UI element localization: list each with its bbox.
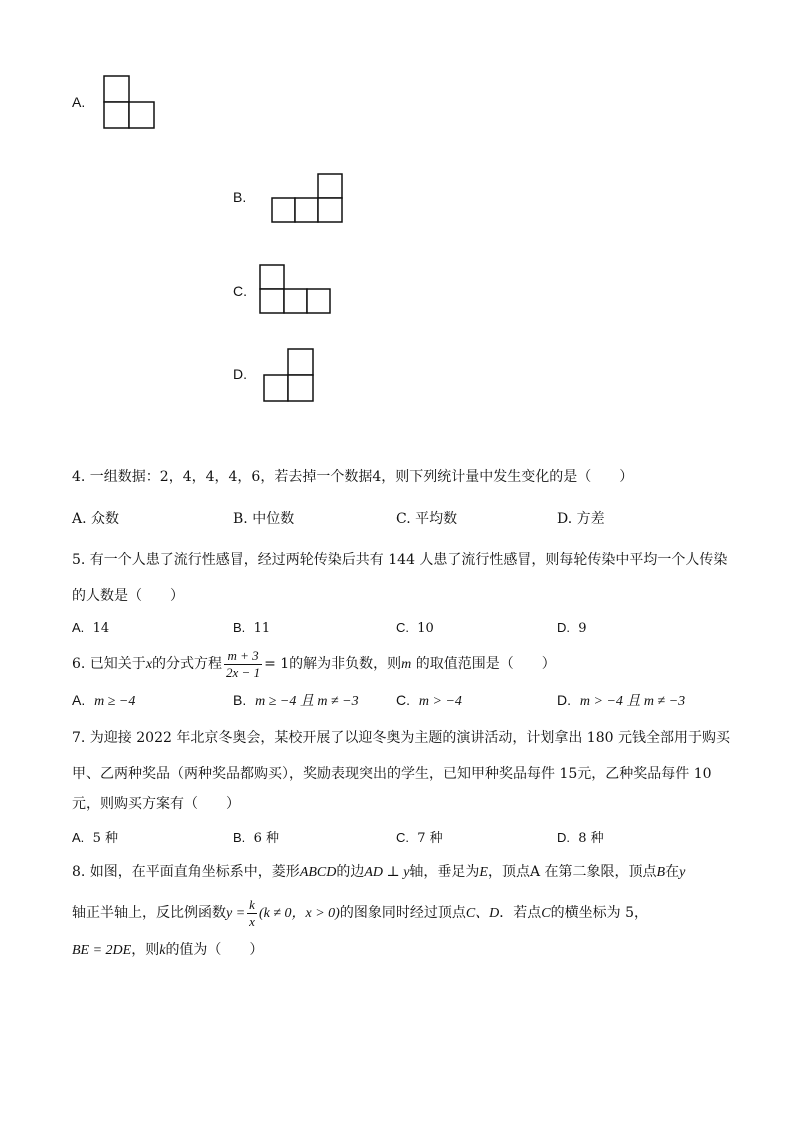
q8-condition: (k ≠ 0，x > 0) [258, 906, 340, 921]
q4-option-d: D. 方差 [557, 511, 605, 527]
q6-option-b-expr: m ≥ −4 且 m ≠ −3 [255, 694, 359, 709]
q7-option-c [396, 827, 443, 846]
q7-option-d-value: 8 种 [578, 831, 604, 846]
q8-point-b: B [656, 865, 666, 880]
q3-option-a-label: A. [72, 94, 86, 110]
q6-option-a-letter: A. [72, 692, 86, 708]
q7-line2: 甲、乙两种奖品（两种奖品都购买），奖励表现突出的学生，已知甲种奖品每件 15元，乙种奖品每件 10 [72, 766, 712, 782]
q6-option-b [233, 690, 359, 712]
q6-prefix: 6. 已知关于 [72, 656, 146, 672]
q8-point-e: E [479, 865, 488, 880]
q8-fraction [247, 897, 257, 930]
q4-stem: 4. 一组数据：2，4，4，4，6，若去掉一个数据4，则下列统计量中发生变化的是（ ） [72, 469, 634, 485]
q6-option-c-expr: m > −4 [418, 694, 462, 709]
q6-option-d-letter: D. [557, 692, 571, 708]
q7-option-b-value: 6 种 [253, 831, 279, 846]
q5-option-c [396, 620, 434, 636]
q6-frac-numerator: m + 3 [224, 648, 262, 665]
q5-option-d [557, 620, 587, 636]
q8-axis-y: y [679, 865, 686, 880]
q5-option-a [72, 620, 109, 636]
q8-frac-denominator: x [249, 913, 255, 929]
q8-line1-d: ，顶点A 在第二象限，顶点 [487, 864, 657, 880]
q8-line2-b: 的图象同时经过顶点 [339, 905, 466, 921]
q5-option-d-letter: D. [557, 620, 570, 635]
q8-frac-numerator: k [249, 896, 255, 912]
q8-line1-e2: 在 [665, 864, 680, 880]
q7-option-d-letter: D. [557, 830, 570, 845]
q8-line3 [72, 940, 263, 961]
q5-option-b-letter: B. [233, 620, 246, 635]
q8-line2-d: 的横坐标为 5， [550, 905, 648, 921]
q3-option-b-label: B. [233, 189, 247, 205]
q7-option-a-value: 5 种 [92, 831, 118, 846]
q6-var-m: m [401, 657, 412, 672]
q7-option-d [557, 827, 604, 846]
q8-line1 [72, 862, 685, 883]
q3-option-c-label: C. [233, 283, 247, 299]
q6-var-x: x [145, 657, 153, 672]
q3-option-d-label: D. [233, 366, 247, 382]
q5-stem-line1: 5. 有一个人患了流行性感冒，经过两轮传染后共有 144 人患了流行性感冒，则每轮传染中平均一个人传染 [72, 552, 728, 568]
q7-line1: 7. 为迎接 2022 年北京冬奥会，某校开展了以迎冬奥为主题的演讲活动，计划拿出 180 元钱全部用于购买 [72, 730, 730, 746]
q5-option-a-letter: A. [72, 620, 85, 635]
q3-option-c-figure [258, 263, 333, 315]
q6-suffix2: 的取值范围是（ ） [411, 656, 556, 672]
q6-equals: = 1 [264, 656, 290, 672]
q8-line2 [72, 893, 648, 934]
q5-option-c-letter: C. [396, 620, 409, 635]
q8-line3-b: 的值为（ ） [165, 942, 264, 958]
q6-fraction [224, 648, 262, 681]
q3-option-b-figure [270, 172, 345, 224]
q8-be-relation: BE = 2DE [72, 943, 132, 958]
q4-option-a: A. 众数 [72, 511, 120, 527]
q6-option-d [557, 690, 685, 712]
q5-option-a-value: 14 [92, 621, 110, 636]
q7-option-c-value: 7 种 [417, 831, 443, 846]
q5-option-b-value: 11 [253, 621, 271, 636]
q8-line1-a: 8. 如图，在平面直角坐标系中，菱形 [72, 864, 300, 880]
q7-option-c-letter: C. [396, 830, 409, 845]
q6-stem [72, 644, 556, 685]
q3-option-a-figure [102, 74, 156, 130]
q8-point-c: C [541, 906, 551, 921]
q6-mid: 的分式方程 [152, 656, 223, 672]
q6-option-a-expr: m ≥ −4 [94, 694, 136, 709]
q6-option-b-letter: B. [233, 692, 247, 708]
q8-line1-c: 轴，垂足为 [409, 864, 480, 880]
q8-line3-a: ，则 [131, 942, 160, 958]
q5-option-b [233, 620, 270, 636]
q6-option-c [396, 690, 462, 712]
q8-func-y: y = [226, 906, 246, 921]
q6-option-a [72, 690, 135, 712]
q5-option-d-value: 9 [578, 621, 587, 636]
q7-option-b [233, 827, 279, 846]
q7-line3: 元，则购买方案有（ ） [72, 796, 240, 812]
q6-frac-denominator: 2x − 1 [226, 664, 261, 680]
q8-var-k: k [159, 943, 166, 958]
q5-stem-line2: 的人数是（ ） [72, 588, 184, 604]
q8-line2-c: ．若点 [499, 905, 542, 921]
q4-option-b: B. 中位数 [233, 511, 295, 527]
q8-line1-b: 的边 [336, 864, 365, 880]
q7-option-b-letter: B. [233, 830, 246, 845]
q6-option-c-letter: C. [396, 692, 410, 708]
q7-option-a-letter: A. [72, 830, 85, 845]
q8-rhombus-name: ABCD [299, 865, 337, 880]
q6-suffix1: 的解为非负数，则 [289, 656, 402, 672]
q6-option-d-expr: m > −4 且 m ≠ −3 [579, 694, 686, 709]
q4-option-c: C. 平均数 [396, 511, 458, 527]
q8-line2-a: 轴正半轴上，反比例函数 [72, 905, 226, 921]
q7-option-a [72, 827, 118, 846]
q3-option-d-figure [262, 347, 317, 404]
q8-ad-perp: AD ⊥ y [364, 865, 410, 880]
q8-points-cd: C、D [465, 906, 500, 921]
q5-option-c-value: 10 [417, 621, 434, 636]
